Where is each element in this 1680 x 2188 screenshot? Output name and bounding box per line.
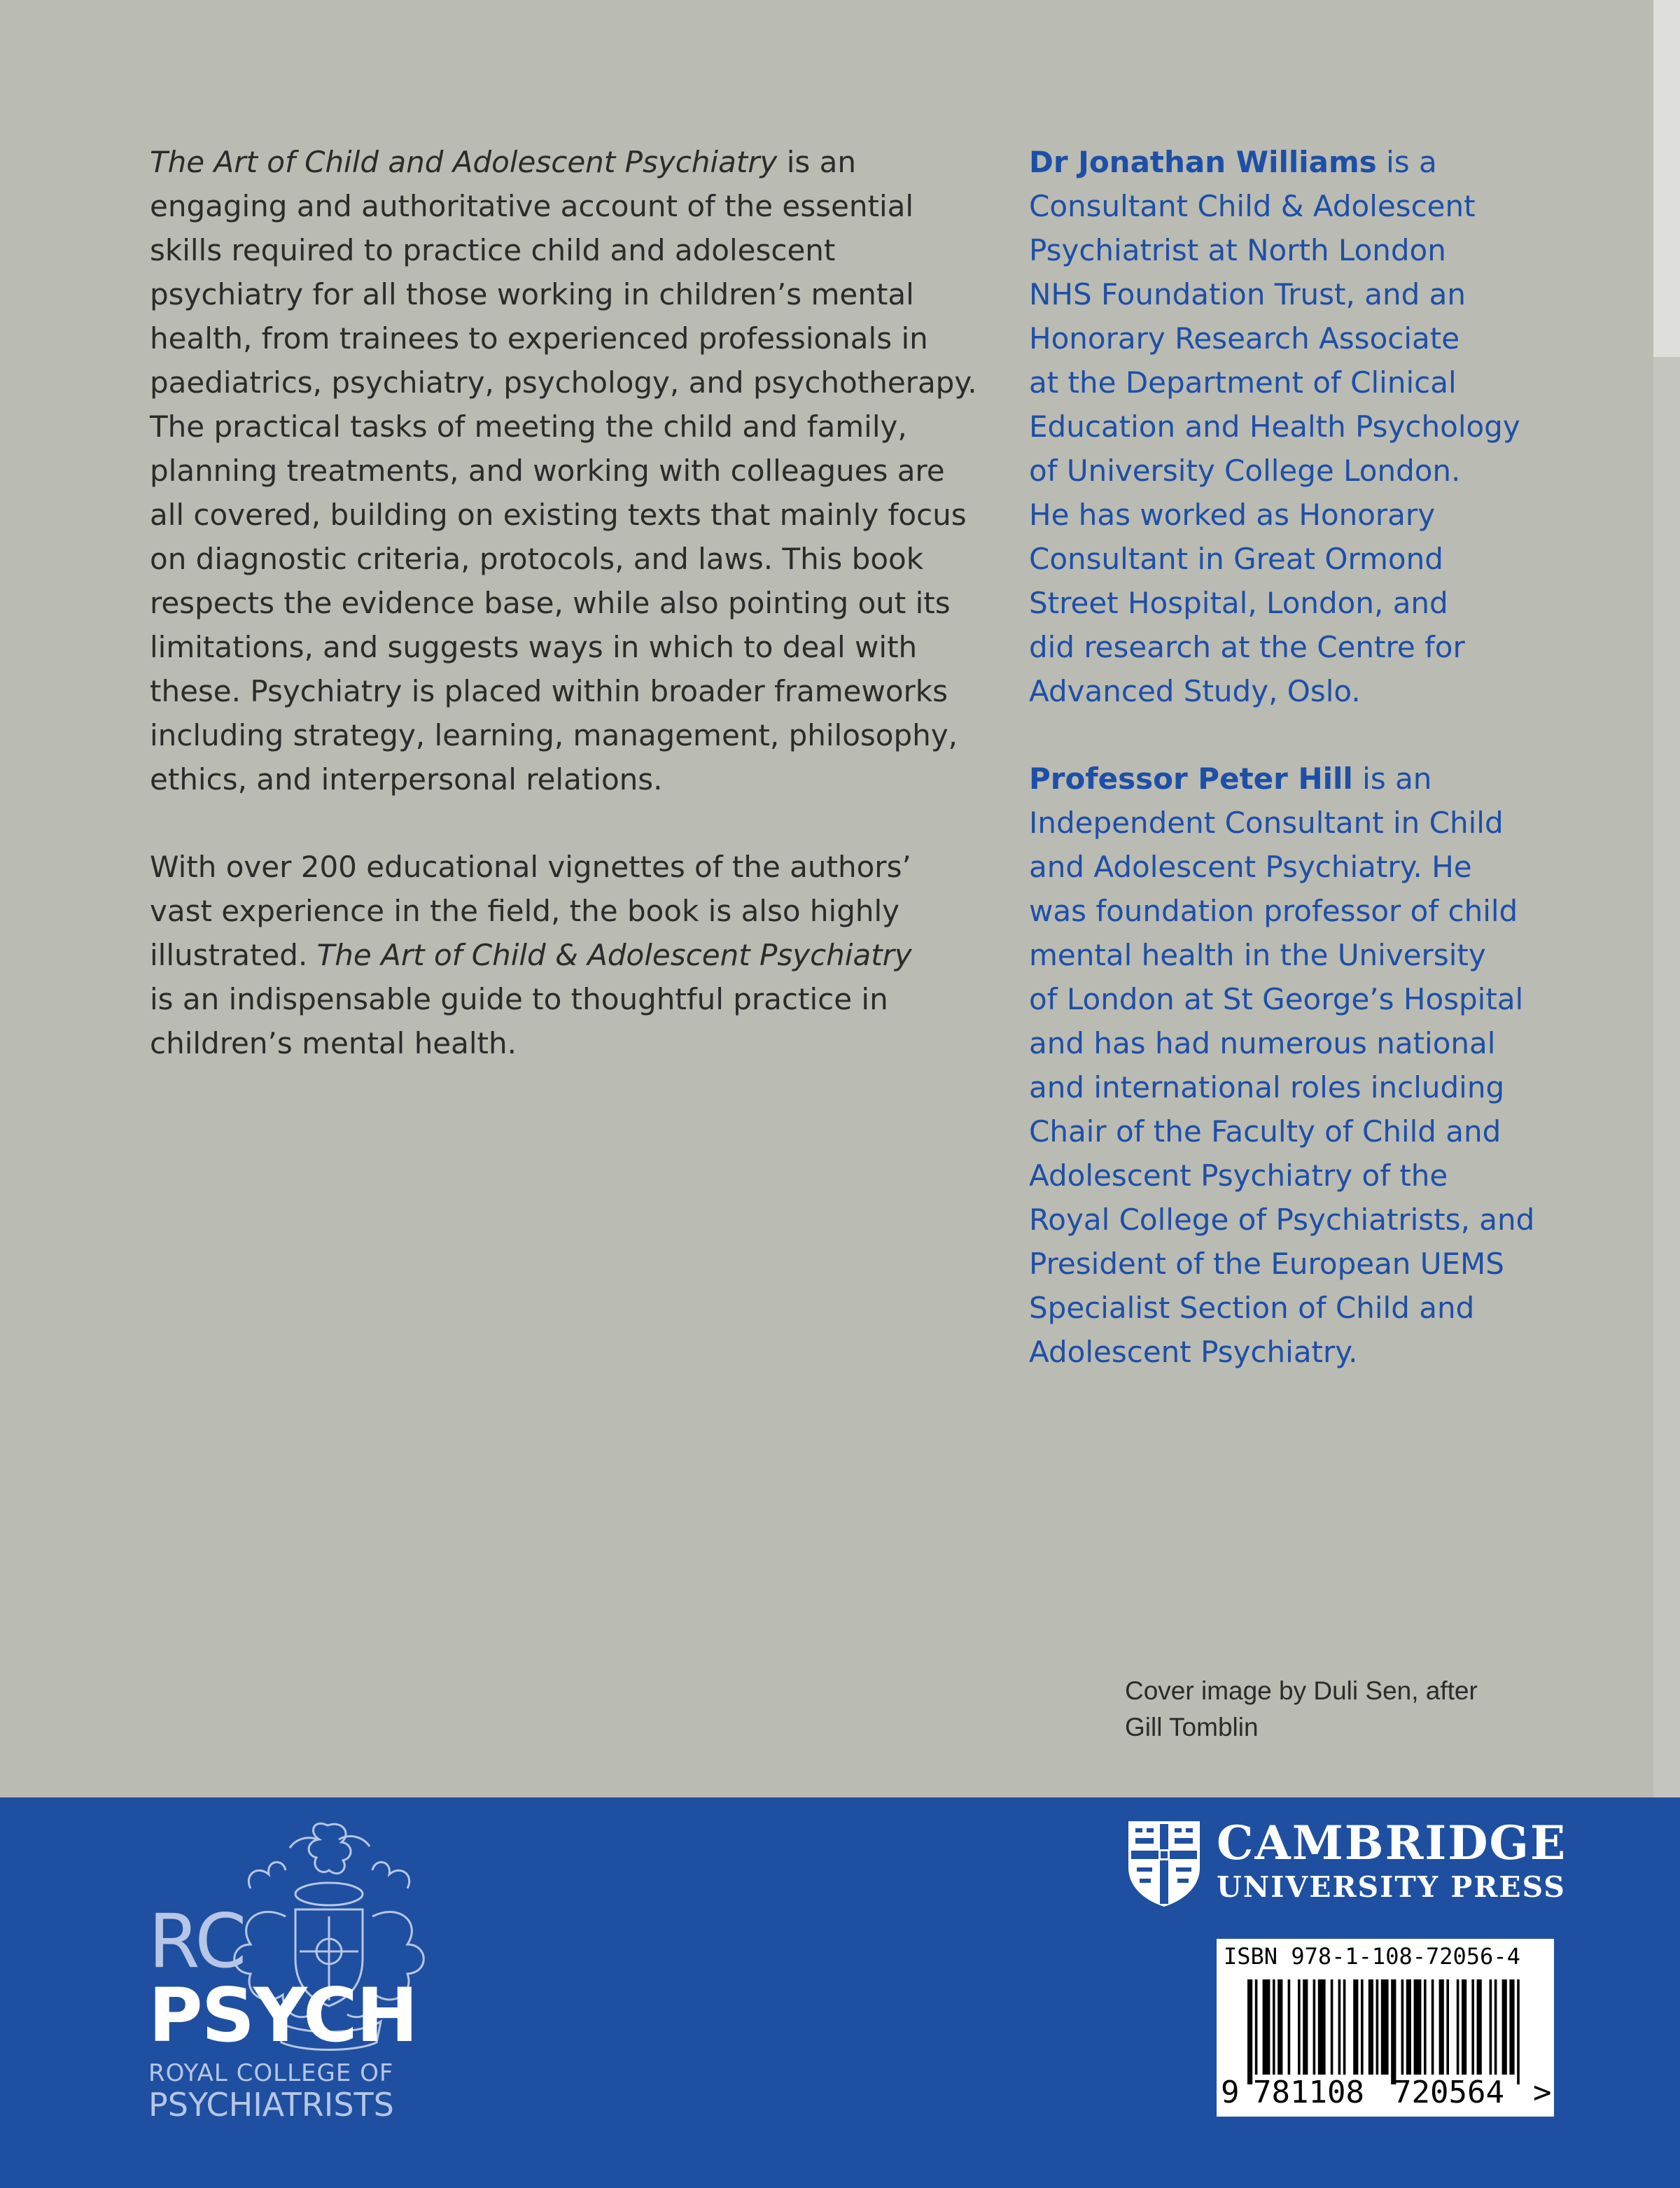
book-description — [150, 140, 976, 1109]
author-bio-line: did research at the Centre for — [1029, 630, 1465, 664]
author-bio-line: mental health in the University — [1029, 938, 1486, 972]
author-name: Dr Jonathan Williams — [1029, 145, 1377, 179]
barcode-bar — [1381, 1979, 1389, 2075]
description-line: The practical tasks of meeting the child and family, — [150, 409, 907, 444]
author-bio-line: Consultant in Great Ormond — [1029, 542, 1443, 576]
barcode-bar — [1331, 1979, 1334, 2075]
author-bio-line: Specialist Section of Child and — [1029, 1291, 1475, 1325]
barcode-bar — [1490, 1979, 1492, 2075]
barcode-first-digit: 9 — [1221, 2075, 1240, 2110]
author-bio-text: is an — [1352, 762, 1432, 796]
description-line: With over 200 educational vignettes of the authors’ — [150, 850, 911, 884]
barcode-bars-icon — [1217, 1974, 1554, 2086]
author-bio-line: and international roles including — [1029, 1070, 1505, 1104]
barcode-bar — [1263, 1979, 1270, 2075]
author-bio-line: Advanced Study, Oslo. — [1029, 674, 1361, 708]
description-line: skills required to practice child and adolescent — [150, 233, 836, 267]
barcode-bar — [1338, 1979, 1341, 2075]
barcode-bar — [1471, 1979, 1474, 2075]
barcode-bar — [1462, 1979, 1466, 2075]
barcode-bar — [1446, 1979, 1449, 2075]
cover-image-credit — [1125, 1673, 1478, 1746]
barcode-bar — [1401, 1979, 1404, 2075]
barcode-bar — [1494, 1979, 1497, 2075]
barcode-bar — [1509, 1979, 1514, 2075]
author-bio-line: at the Department of Clinical — [1029, 365, 1457, 400]
description-text: is an — [777, 145, 857, 179]
description-line: planning treatments, and working with colleagues are — [150, 454, 945, 488]
author-bio-line: Psychiatrist at North London — [1029, 233, 1446, 267]
edge-strip-lower — [1653, 357, 1680, 1797]
author-bio-line: and Adolescent Psychiatry. He — [1029, 850, 1472, 884]
author-bio-line: Adolescent Psychiatry. — [1029, 1335, 1358, 1369]
description-line: children’s mental health. — [150, 1026, 517, 1060]
barcode-bar — [1432, 1979, 1434, 2075]
description-text: illustrated. — [150, 938, 317, 972]
author-bios — [1029, 140, 1561, 1417]
cambridge-shield-icon — [1126, 1818, 1203, 1908]
barcode-group-1: 781108 — [1253, 2075, 1364, 2110]
author-bio-line: President of the European UEMS — [1029, 1247, 1504, 1281]
barcode-bar — [1368, 1979, 1373, 2075]
book-title-italic: The Art of Child and Adolescent Psychiatry — [150, 145, 778, 179]
description-line: paediatrics, psychiatry, psychology, and psychotherapy. — [150, 365, 977, 400]
author-name: Professor Peter Hill — [1029, 762, 1353, 796]
description-line: these. Psychiatry is placed within broader frameworks — [150, 674, 948, 708]
author-bio-first-line — [1029, 757, 1561, 801]
barcode-bar — [1313, 1979, 1316, 2075]
description-line: including strategy, learning, management, philosophy, — [150, 718, 958, 752]
credit-line-1: Cover image by Duli Sen, after — [1125, 1676, 1478, 1705]
author-bio-line: of University College London. — [1029, 454, 1461, 488]
description-paragraph-1 — [150, 140, 976, 801]
barcode-bar — [1273, 1979, 1275, 2075]
barcode-bar — [1406, 1979, 1411, 2075]
barcode-bar — [1477, 1979, 1482, 2075]
publisher-subtitle: UNIVERSITY PRESS — [1217, 1870, 1566, 1904]
description-line — [150, 933, 976, 977]
author-bio-line: Honorary Research Associate — [1029, 321, 1460, 356]
barcode-digits — [1217, 2075, 1554, 2117]
description-line: ethics, and interpersonal relations. — [150, 762, 663, 797]
barcode-bar — [1391, 1979, 1396, 2084]
description-line: respects the evidence base, while also pointing out its — [150, 586, 951, 620]
barcode-bar — [1255, 1979, 1258, 2075]
barcode-bar — [1247, 1979, 1252, 2084]
author-bio-first-line — [1029, 140, 1561, 184]
description-paragraph-2 — [150, 845, 976, 1065]
description-line: psychiatry for all those working in children’s mental — [150, 277, 914, 311]
barcode-bar — [1457, 1979, 1460, 2075]
rcpsych-royal-college: ROYAL COLLEGE OF — [148, 2059, 394, 2087]
author-bio-line: Royal College of Psychiatrists, and — [1029, 1202, 1535, 1237]
barcode-bar — [1318, 1979, 1326, 2075]
barcode-bar — [1288, 1979, 1291, 2075]
isbn-label: ISBN 978-1-108-72056-4 — [1224, 1943, 1520, 1970]
barcode-group-2: 720564 — [1393, 2075, 1504, 2110]
author-bio-line: was foundation professor of child — [1029, 894, 1518, 928]
rcpsych-rc: RC — [148, 1898, 246, 1984]
barcode-bar — [1424, 1979, 1427, 2075]
description-line: is an indispensable guide to thoughtful practice in — [150, 982, 888, 1016]
description-line: limitations, and suggests ways in which to deal with — [150, 630, 918, 664]
barcode-bar — [1376, 1979, 1379, 2075]
credit-line-2: Gill Tomblin — [1125, 1713, 1259, 1741]
barcode-bar — [1361, 1979, 1364, 2075]
author-bio-line: Chair of the Faculty of Child and — [1029, 1114, 1502, 1149]
author-bio-line: He has worked as Honorary — [1029, 498, 1436, 532]
barcode-bar — [1414, 1979, 1422, 2075]
author-bio-hill — [1029, 757, 1561, 1374]
description-line — [150, 140, 976, 184]
author-bio-line: NHS Foundation Trust, and an — [1029, 277, 1466, 311]
author-bio-line: Independent Consultant in Child — [1029, 806, 1504, 840]
barcode-bar — [1517, 1979, 1520, 2084]
author-bio-line: Education and Health Psychology — [1029, 409, 1520, 444]
author-bio-line: Consultant Child & Adolescent — [1029, 189, 1476, 223]
isbn-barcode — [1217, 1939, 1554, 2117]
barcode-bar — [1343, 1979, 1346, 2075]
barcode-bar — [1298, 1979, 1301, 2075]
rcpsych-psych: PSYCH — [148, 1972, 417, 2059]
barcode-arrow: > — [1533, 2075, 1552, 2110]
rcpsych-psychiatrists: PSYCHIATRISTS — [148, 2086, 394, 2124]
author-bio-williams — [1029, 140, 1561, 713]
description-line: health, from trainees to experienced professionals in — [150, 321, 928, 356]
description-line: vast experience in the field, the book is also highly — [150, 894, 899, 928]
barcode-bar — [1278, 1979, 1282, 2075]
author-bio-line: Street Hospital, London, and — [1029, 586, 1448, 620]
barcode-bar — [1353, 1979, 1358, 2075]
publisher-name: CAMBRIDGE — [1217, 1816, 1567, 1870]
author-bio-line: of London at St George’s Hospital — [1029, 982, 1524, 1016]
edge-strip — [1653, 0, 1680, 357]
book-title-italic: The Art of Child & Adolescent Psychiatry — [316, 938, 912, 972]
barcode-bar — [1502, 1979, 1507, 2075]
author-bio-line: and has had numerous national — [1029, 1026, 1496, 1060]
description-line: on diagnostic criteria, protocols, and laws. This book — [150, 542, 924, 576]
barcode-bar — [1303, 1979, 1308, 2075]
barcode-bar — [1439, 1979, 1444, 2075]
description-line: engaging and authoritative account of the essential — [150, 189, 914, 223]
author-bio-text: is a — [1376, 145, 1437, 179]
author-bio-line: Adolescent Psychiatry of the — [1029, 1158, 1448, 1193]
description-line: all covered, building on existing texts that mainly focus — [150, 498, 967, 532]
